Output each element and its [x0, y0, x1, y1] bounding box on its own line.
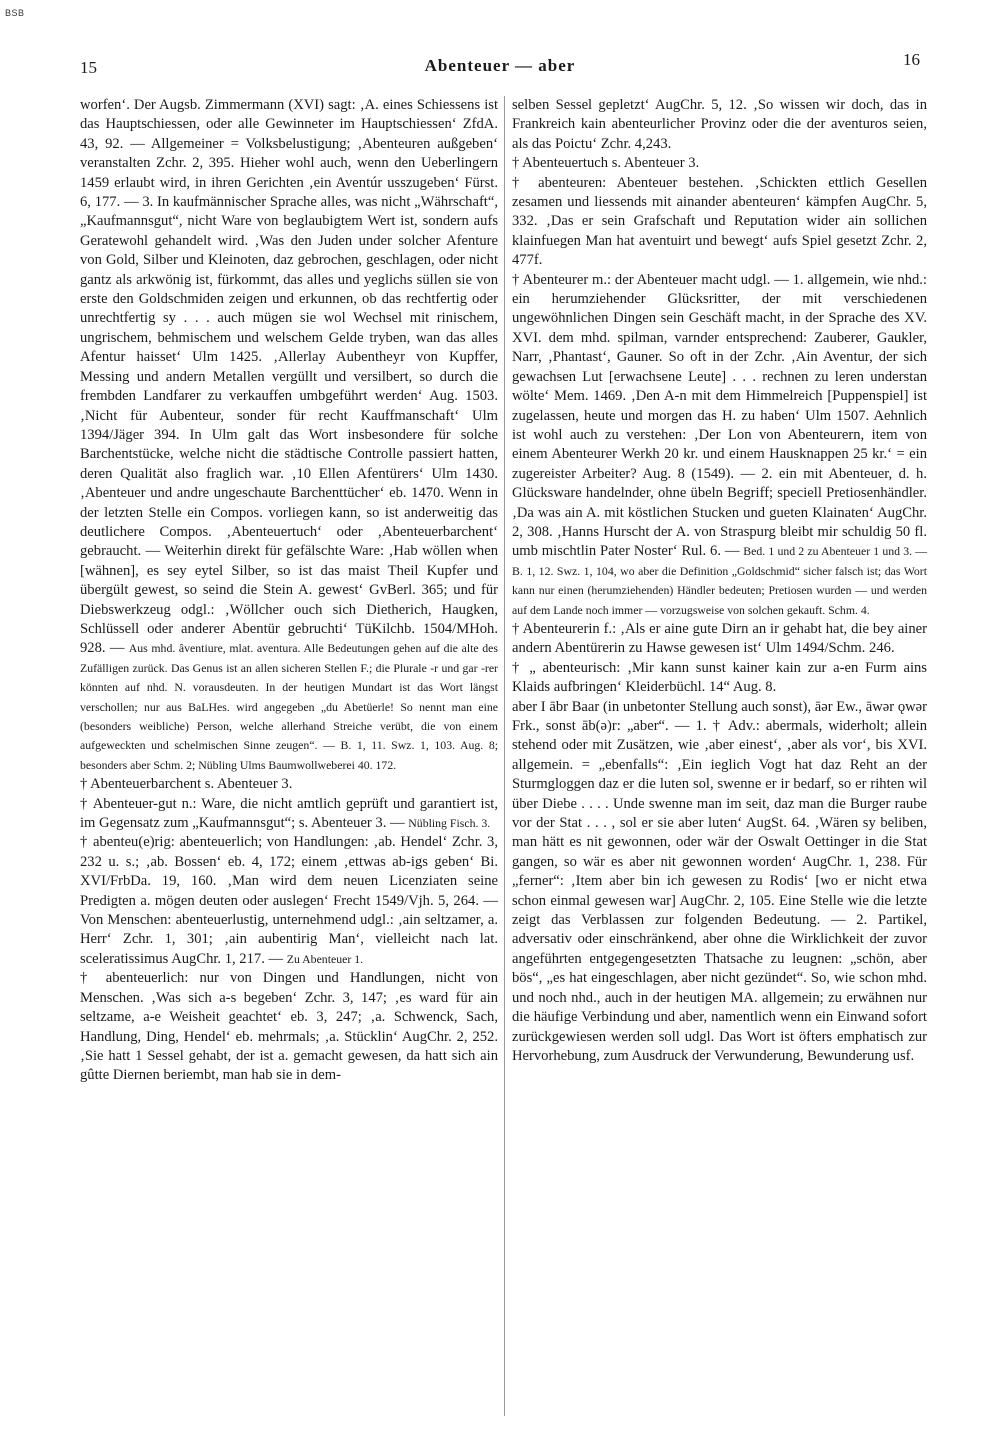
- entry-text: † abenteuerlich: nur von Dingen und Handlungen, nicht von Menschen. ‚Was sich a-s begeben‘ Zchr. 3, 147; ‚es ward für ain seltzame, a-e Weisheit geachtet‘ eb. 3, 247; ‚a. Schwenck, Sach, Handlung, Ding, Hendel‘ eb. mehrmals; ‚a. Stücklin‘ AugChr. 2, 252. ‚Sie hatt 1 Sessel gehabt, der ist a. gemacht gewesen, da hatt sich ain gûtte Diernen beriembt, man hab sie in dem-: [80, 970, 498, 1084]
- entry-text: worfen‘. Der Augsb. Zimmermann (XVI) sagt: ‚A. eines Schiessens ist das Hauptschiessen, oder alle Gewinneter im Hauptschiessen‘ ZfdA. 43, 92. — Allgemeiner = Volksbelustigung; ‚Abenteuren außgeben‘ veranstalten Zchr. 2, 395. Hieher wohl auch, wenn den Ueberlingern 1459 erlaubt wird, in ihren Gerichten ‚ein Aventúr usszugeben‘ Fürst. 6, 177. — 3. In kaufmännischer Sprache alles, was nicht „Währschaft“, „Kaufmannsgut“, nicht Ware von beglaubigtem Wert ist, sondern aufs Geratewohl gehandelt wird. ‚Was den Juden under solcher Afenture von Gold, Silber und Kleinoten, daz gebrochen, geschlagen, oder nicht gantz als arkwönig ist, fürkommt, das alles und yeglichs süllen sie von erste den Goldschmiden zeigen und erkunnen, ob das rechtfertig oder unrechtfertig sy . . . auch mügen sie wol Wechsel mit rinischem, ungrischem, behmischem und welschem Gelde tryben, wan das alles Afentur haisset‘ Ulm 1425. ‚Allerlay Aubentheyr von Kupffer, Messing und andern Metallen vergüllt und versilbert, so durch die frembden Landfarer zu verkauffen umbgeführt werden‘ Aug. 1503. ‚Nicht für Aubenteur, sonder für recht Kauffmanschaft‘ Ulm 1394/Jäger 394. In Ulm galt das Wort insbesondere für solche Barchentstücke, welche nicht die städtische Controlle passiert hatten, deren Qualität also fraglich war. ‚10 Ellen Afentürers‘ Ulm 1430. ‚Abenteuer und andre ungeschaute Barchenttücher‘ eb. 1470. Wenn in der letzten Stelle ein Compos. vorliegen kann, so ist anderweitig das deutlichere Compos. ‚Abenteuertuch‘ oder ‚Abenteuerbarchent‘ gebraucht. — Weiterhin direkt für gefälschte Ware: ‚Hab wöllen when [wähnen], es sey eytel Silber, so ist das maist Theil Kupfer und übergült gewest, so seind die Stein A. gewest‘ GvBerl. 365; und für Diebswerkzeug odgl.: ‚Wöllcher ouch sich Dietherich, Haugken, Schlüssell oder anderer Abentür gebruchti‘ TüKilchb. 1504/MHoh. 928. —: [80, 97, 498, 657]
- entry-text: † Abenteuer-gut n.: Ware, die nicht amtlich geprüft und garantiert ist, im Gegensatz zum „Kaufmannsgut“; s. Abenteuer 3. —: [80, 795, 498, 832]
- page-number-right: 16: [903, 50, 920, 69]
- left-column: [80, 96, 498, 1086]
- entry-text: † abenteu(e)rig: abenteuerlich; von Handlungen: ‚ab. Hendel‘ Zchr. 3, 232 u. s.; ‚ab. Bossen‘ eb. 4, 172; einem ‚ettwas ab-igs geben‘ Bi. XVI/FrbDa. 19, 160. ‚Man wird dem neuen Licenziaten seine Predigten a. mögen deuten oder auslegen‘ Frecht 1549/Vjh. 5, 264. — Von Menschen: abenteuerlustig, unternehmend udgl.: ‚ain seltzamer, a. Herr‘ Zchr. 1, 301; ‚ain aubentirig Man‘, vielleicht nach lat. sceleratissimus AugChr. 1, 217. —: [80, 834, 498, 967]
- running-title: Abenteuer — aber: [424, 56, 576, 75]
- page-header: [0, 48, 1000, 78]
- entry-abenteuerbarchent: [80, 775, 498, 794]
- entry-abenteuer-gut: [80, 795, 498, 834]
- entry-text: † Abenteurer m.: der Abenteuer macht udgl. — 1. allgemein, wie nhd.: ein herumziehender Glücksritter, der mit verschiedenen ungewöhnlichen Dingen sein Geschäft macht, in der Sprache des XV. XVI. dem mhd. spilman, varnder entsprechend: Zauberer, Gaukler, Narr, ‚Phantast‘, Gauner. So oft in der Zchr. ‚Ain Aventur, der sich gewachsen Lut [erwachsene Leute] . . . rechnen zu leren understan wölte‘ Mem. 1469. ‚Den A-n mit dem Himmelreich [Puppenspiel] ist zugelassen, heute und morgen das H. zu haben‘ Ulm 1507. Aehnlich ist wohl auch zu verstehen: ‚Der Lon von Abenteurern, item von einem Abenteurer Werkh 20 kr. und einem Hausknappen 25 kr.‘ = ein zugereister Arbeiter? Aug. 8 (1549). — 2. ein mit Abenteuer, d. h. Glücksware handelnder, ohne übeln Begriff; speciell Pretiosenhändler. ‚Da was ain A. mit köstlichen Stucken und gueten Klainaten‘ AugChr. 2, 308. ‚Hanns Hurscht der A. von Straspurg bleibt mir schuldig 50 fl. umb mischtlin Pater Noster‘ Rul. 6. —: [512, 271, 927, 560]
- entry-text: † Abenteuertuch s. Abenteuer 3.: [512, 155, 700, 172]
- etymology-note: Zu Abenteuer 1.: [286, 951, 364, 966]
- entry-text: † „ abenteurisch: ‚Mir kann sunst kainer kain zur a-en Furm ains Klaids aufbringen‘ Kleiderbüchl. 14“ Aug. 8.: [512, 659, 927, 696]
- entry-text: † abenteuren: Abenteuer bestehen. ‚Schickten ettlich Gesellen zesamen und liessends mit ainander abenteuren‘ kämpfen AugChr. 5, 332. ‚Das er sein Grafschaft und Reputation wider ain sollichen klainfuegen Man hat aventuirt und bewegt‘ aufs Spiel gesetzt Zchr. 2, 477f.: [512, 174, 927, 269]
- entry-abenteuer-continuation: [80, 96, 498, 775]
- library-stamp: BSB: [5, 8, 25, 18]
- entry-abenteuerlich-continuation: [512, 96, 927, 154]
- entry-abenteurer: [512, 271, 927, 620]
- entry-text: † Abenteurerin f.: ‚Als er aine gute Dirn an ir gehabt hat, die bey ainer andern Abentürerin zu Hawse gewesen ist‘ Ulm 1494/Schm. 246.: [512, 620, 927, 657]
- entry-abenteuren: [512, 174, 927, 271]
- column-divider: [504, 96, 505, 1416]
- entry-abenteurisch: [512, 659, 927, 698]
- entry-abenteuertuch: [512, 154, 927, 173]
- right-column: [512, 96, 927, 1066]
- entry-abenteurerin: [512, 620, 927, 659]
- entry-text: † Abenteuerbarchent s. Abenteuer 3.: [80, 776, 293, 793]
- entry-text: aber I ābr Baar (in unbetonter Stellung auch sonst), āər Ew., āwər ǫwər Frk., sonst āb(ə)r: „aber“. — 1. † Adv.: abermals, widerholt; allein stehend oder mit Zusätzen, wie ‚aber einest‘, ‚aber als vor‘, bis XVI. allgemein. = „ebenfalls“: ‚Ein ieglich Vogt hat daz Reht an der Sturmgloggen daz er die luten sol, swenne er ir bedarf, so er rihten wil über Diebe . . . . Unde swenne man im seit, daz man die Burger raube vor der Stat . . . , sol er sie aber luten‘ AugSt. 64. ‚Wären sy beliben, man hätt es nit gewonnen, oder wär der Oswalt Oettinger in die Stat gangen, so wär es aber nit gewonnen worden‘ AugChr. 1, 238. Für „ferner“: ‚Item aber bin ich gewesen zu Rodis‘ [wo er nicht etwa schon einmal gewesen war] AugChr. 2, 105. Eine Stelle wie die letzte zeigt das Verblassen zur folgenden Bedeutung. — 2. Partikel, adversativ oder einschränkend, aber ohne die Wirklichkeit der zuvor angeführten entgegengesetzten Thatsache zu leugnen: „schön, aber bös“, „es hat eingeschlagen, aber nicht gezündet“. So, wie schon mhd. und noch nhd., auch in der heutigen MA. allgemein; zu erwähnen nur die häufige Verbindung und aber, namentlich wenn ein Einwand sofort zurückgewiesen werden soll udgl. Das Wort ist öfters emphatisch zur Hervorhebung, zum Ausdruck der Verwunderung, Bewunderung usf.: [512, 698, 927, 1064]
- etymology-note: Nübling Fisch. 3.: [408, 816, 491, 831]
- entry-abenteuerig: [80, 833, 498, 969]
- entry-abenteuerlich: [80, 969, 498, 1085]
- entry-text: selben Sessel gepletzt‘ AugChr. 5, 12. ‚So wissen wir doch, das in Frankreich kain abenteurlicher Provinz oder die der aventuros seien, als das Poictu‘ Zchr. 4,243.: [512, 97, 927, 152]
- page-number-left: 15: [80, 58, 97, 77]
- etymology-note: Aus mhd. âventiure, mlat. aventura. Alle Bedeutungen gehen auf die alte des Zufälligen zurück. Das Genus ist an allen sicheren Stellen F.; die Plurale -r und gar -rer könnten auf nhd. N. vorausdeuten. In der heutigen Mundart ist das Wort längst verschollen; nur aus BaLHes. wird angegeben „du Abetüerle! So nennt man eine (besonders weibliche) Person, welche allerhand Streiche verübt, die von einem aufgeweckten und schelmischen Sinne zeugen“. — B. 1, 11. Swz. 1, 103. Aug. 8; besonders aber Schm. 2; Nübling Ulms Baumwollweberei 40. 172.: [80, 641, 499, 772]
- entry-aber: [512, 698, 927, 1067]
- etymology-note: Bed. 1 und 2 zu Abenteuer 1 und 3. — B. 1, 12. Swz. 1, 104, wo aber die Definition „Goldschmid“ sicher falsch ist; das Wort kann nur einen (herumziehenden) Händler bedeuten; Pretiosen wurden — und werden auf dem Lande noch immer — vorzugsweise von solchen gekauft. Schm. 4.: [512, 544, 927, 617]
